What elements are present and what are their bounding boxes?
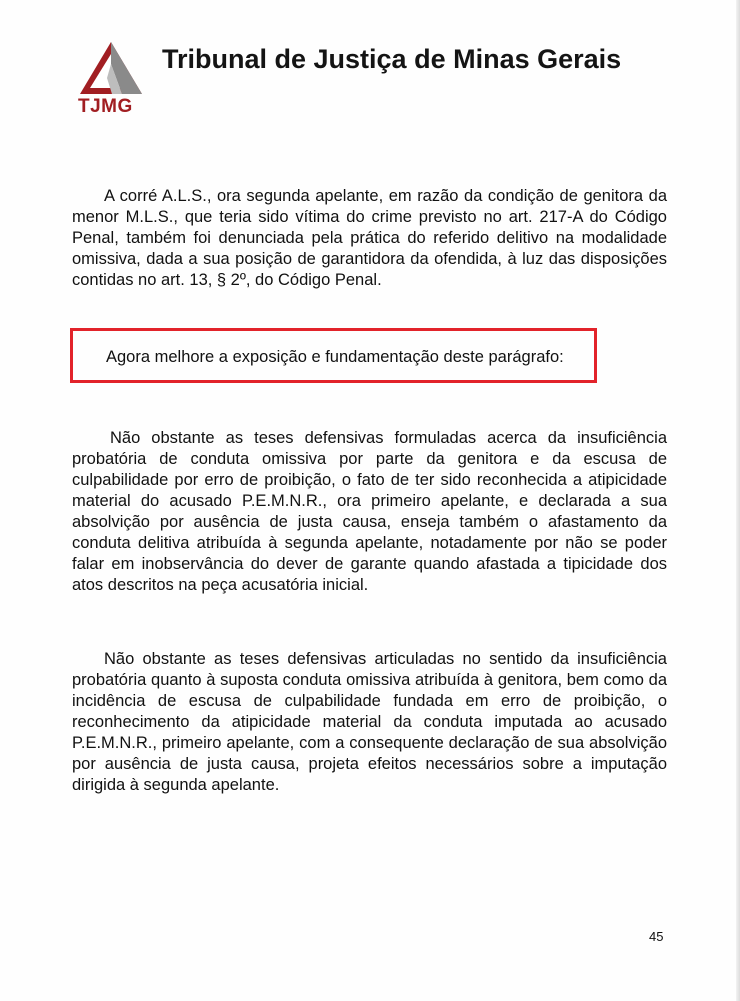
logo-label: TJMG xyxy=(78,96,133,117)
page-title: Tribunal de Justiça de Minas Gerais xyxy=(162,44,622,74)
paragraph-intro-text: A corré A.L.S., ora segunda apelante, em razão da condição de genitora da menor M.L.S., que teria sido vítima do crime previsto no art. 217-A do Código Penal, também foi denunciada pela prática do referido delitivo na modalidade omissiva, dada a sua posição de garantidora da ofendida, à luz das disposições contidas no art. 13, § 2º, do Código Penal. xyxy=(72,187,667,289)
paragraph-improved xyxy=(72,649,667,796)
page-number: 45 xyxy=(649,929,664,944)
prompt-text: Agora melhore a exposição e fundamentação deste parágrafo: xyxy=(106,348,564,366)
highlighted-prompt-box xyxy=(70,328,597,383)
paragraph-original xyxy=(72,428,667,596)
paragraph-intro xyxy=(72,186,667,291)
page-edge-shadow xyxy=(736,0,740,1001)
paragraph-improved-text: Não obstante as teses defensivas articuladas no sentido da insuficiência probatória quanto à suposta conduta omissiva atribuída à genitora, bem como da incidência de escusa de culpabilidade fundada em erro de proibição, o reconhecimento da atipicidade material da conduta imputada ao acusado P.E.M.N.R., primeiro apelante, com a consequente declaração de sua absolvição por ausência de justa causa, projeta efeitos necessários sobre a imputação dirigida à segunda apelante. xyxy=(72,650,667,794)
paragraph-original-text: Não obstante as teses defensivas formuladas acerca da insuficiência probatória de conduta omissiva por parte da genitora e da escusa de culpabilidade por erro de proibição, o fato de ter sido reconhecida a atipicidade material do acusado P.E.M.N.R., ora primeiro apelante, e declarada a sua absolvição por ausência de justa causa, enseja também o afastamento da conduta delitiva atribuída à segunda apelante, notadamente por não se poder falar em inobservância do dever de garante quando afastada a tipicidade dos atos descritos na peça acusatória inicial. xyxy=(72,429,667,594)
